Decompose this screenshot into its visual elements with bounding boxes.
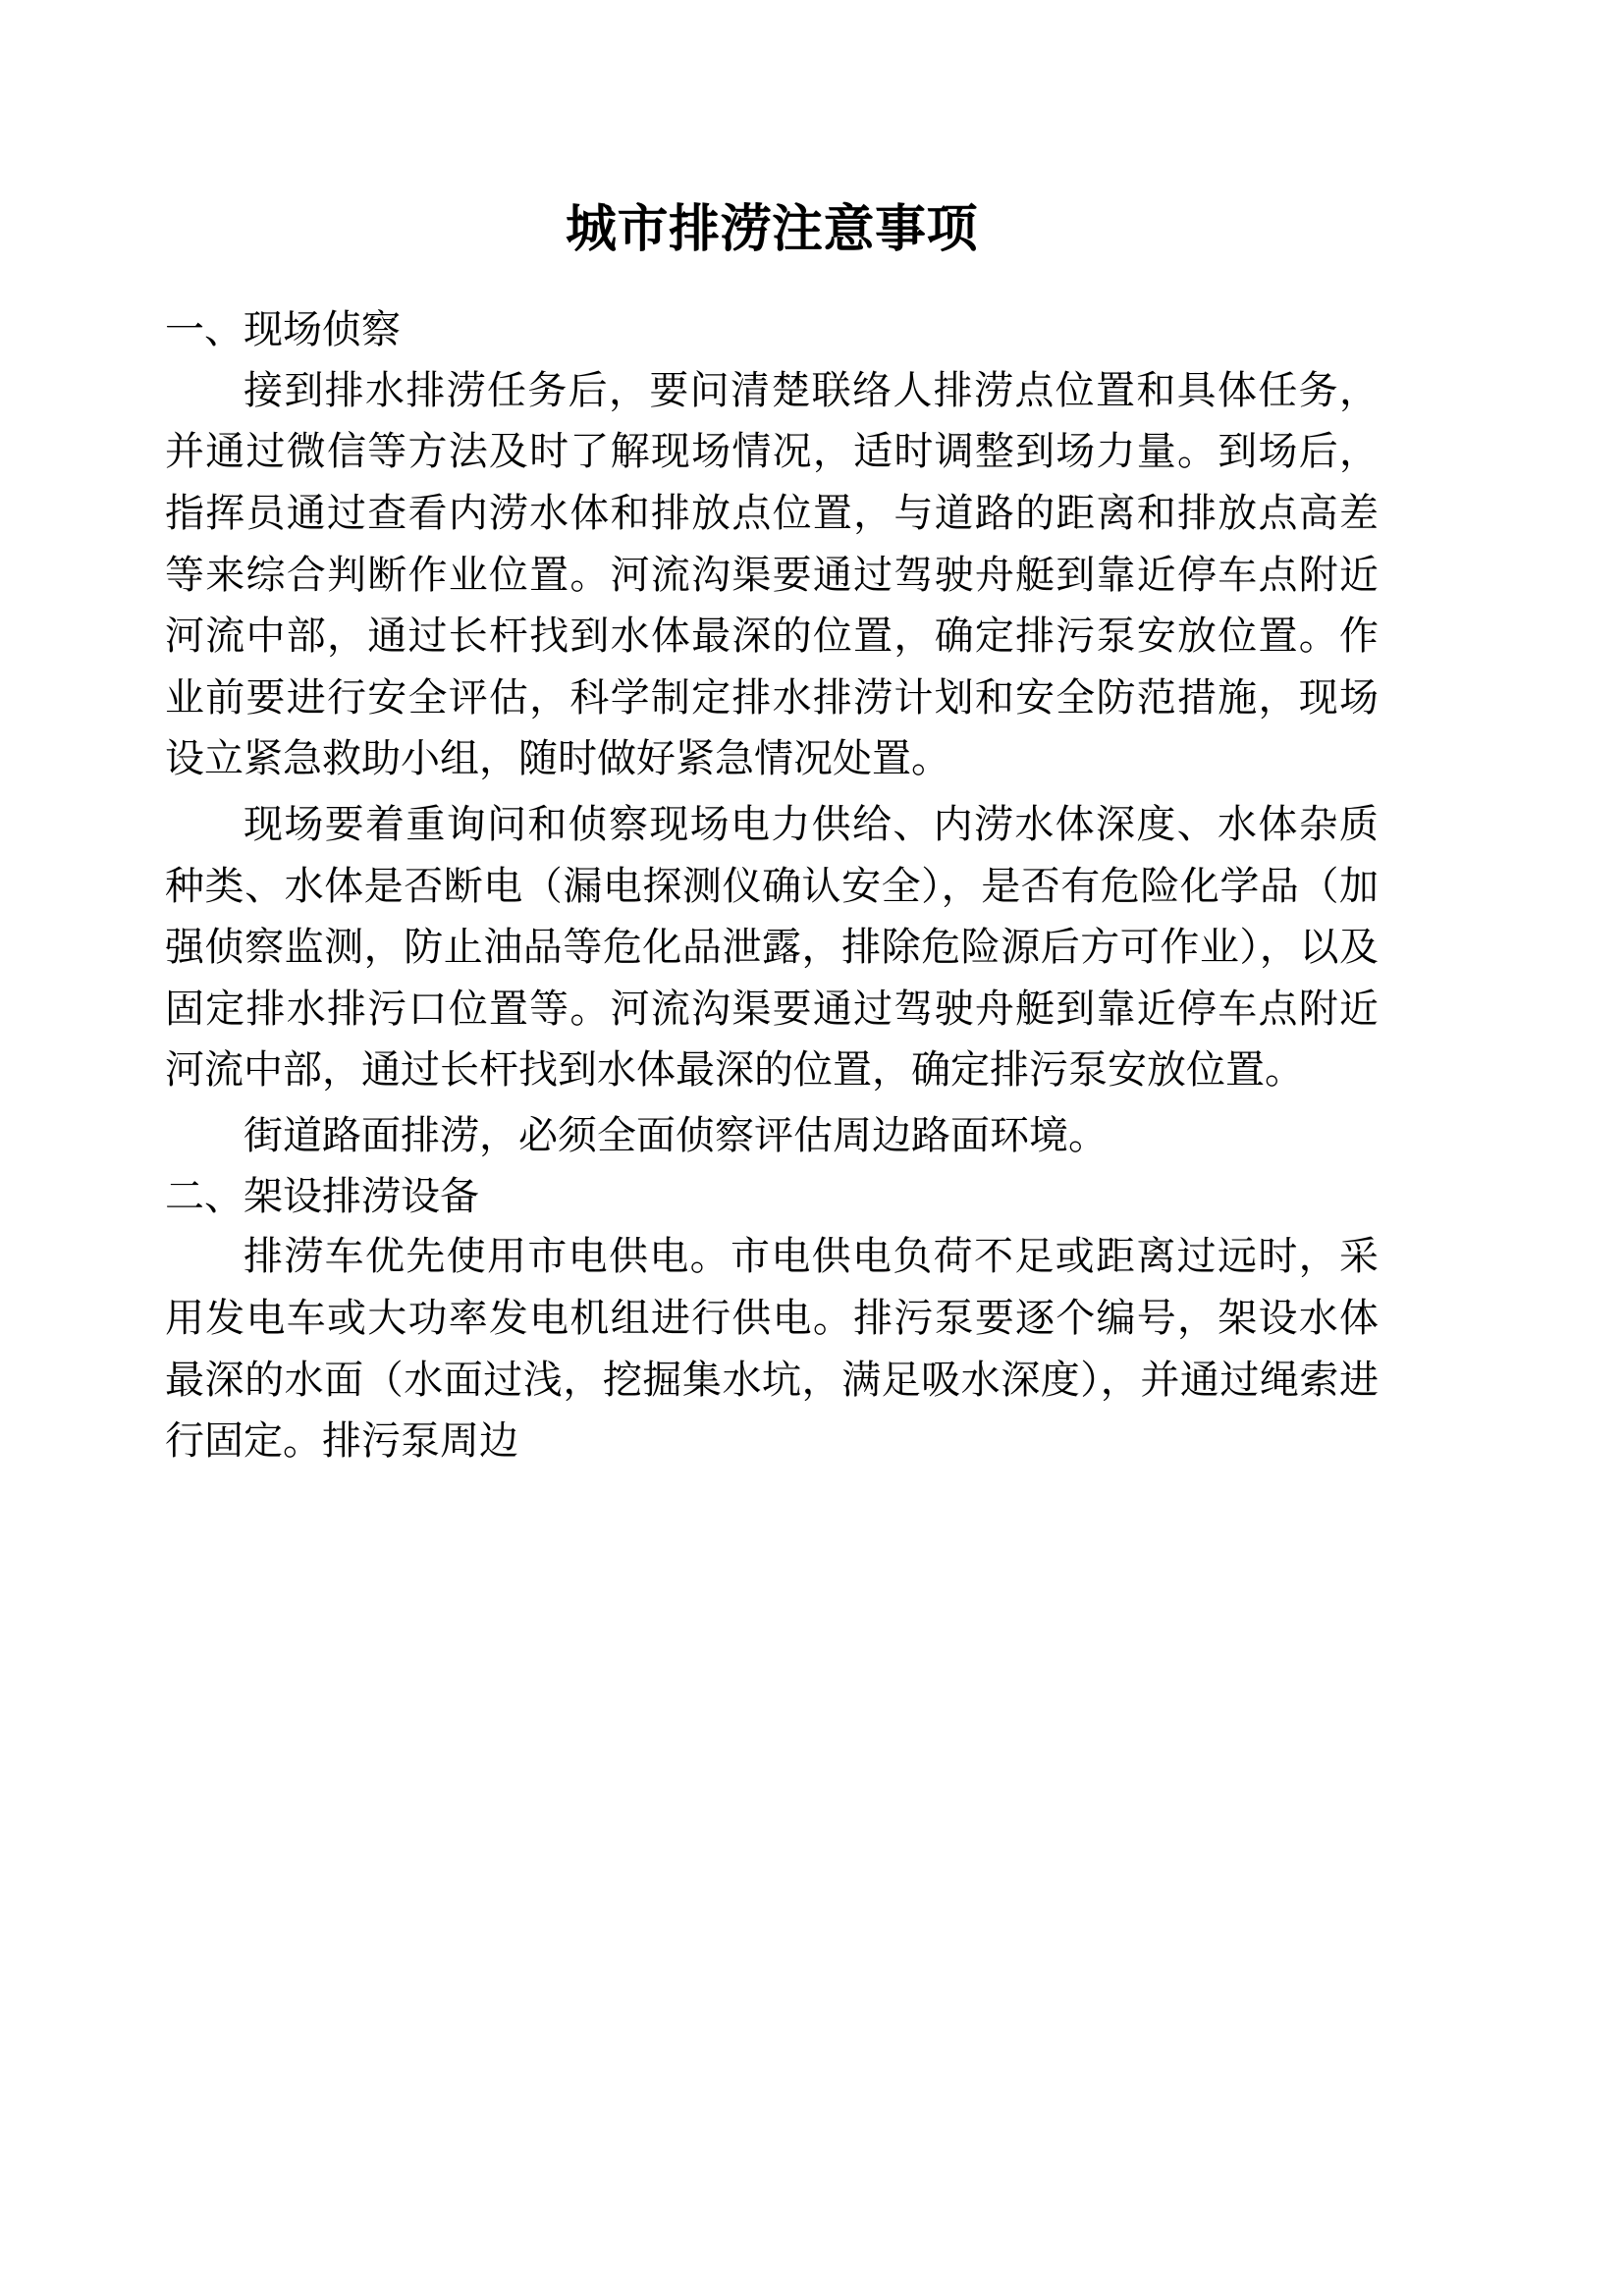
section-two-paragraph-1: 排涝车优先使用市电供电。市电供电负荷不足或距离过远时，采用发电车或大功率发电机组进行供电。排污泵要逐个编号，架设水体最深的水面（水面过浅，挖掘集水坑，满足吸水深度），并通过绳索进行固定。排污泵周边 xyxy=(165,1235,1379,1464)
page-title: 城市排涝注意事项 xyxy=(565,201,978,258)
section-one-paragraph-1: 接到排水排涝任务后，要问清楚联络人排涝点位置和具体任务，并通过微信等方法及时了解现场情况，适时调整到场力量。到场后，指挥员通过查看内涝水体和排放点位置，与道路的距离和排放点高差等来综合判断作业位置。河流沟渠要通过驾驶舟艇到靠近停车点附近河流中部，通过长杆找到水体最深的位置，确定排污泵安放位置。作业前要进行安全评估，科学制定排水排涝计划和安全防范措施，现场设立紧急救助小组，随时做好紧急情况处置。 xyxy=(165,368,1379,781)
document-content-column xyxy=(165,0,1379,1472)
section-one-paragraph-3: 街道路面排涝，必须全面侦察评估周边路面环境。 xyxy=(244,1113,1108,1157)
section-one-paragraph-2: 现场要着重询问和侦察现场电力供给、内涝水体深度、水体杂质种类、水体是否断电（漏电探测仪确认安全），是否有危险化学品（加强侦察监测，防止油品等危化品泄露，排除危险源后方可作业），以及固定排水排污口位置等。河流沟渠要通过驾驶舟艇到靠近停车点附近河流中部，通过长杆找到水体最深的位置，确定排污泵安放位置。 xyxy=(165,802,1379,1093)
section-heading-two: 二、架设排涝设备 xyxy=(165,1174,479,1218)
section-heading-one: 一、现场侦察 xyxy=(165,308,401,351)
